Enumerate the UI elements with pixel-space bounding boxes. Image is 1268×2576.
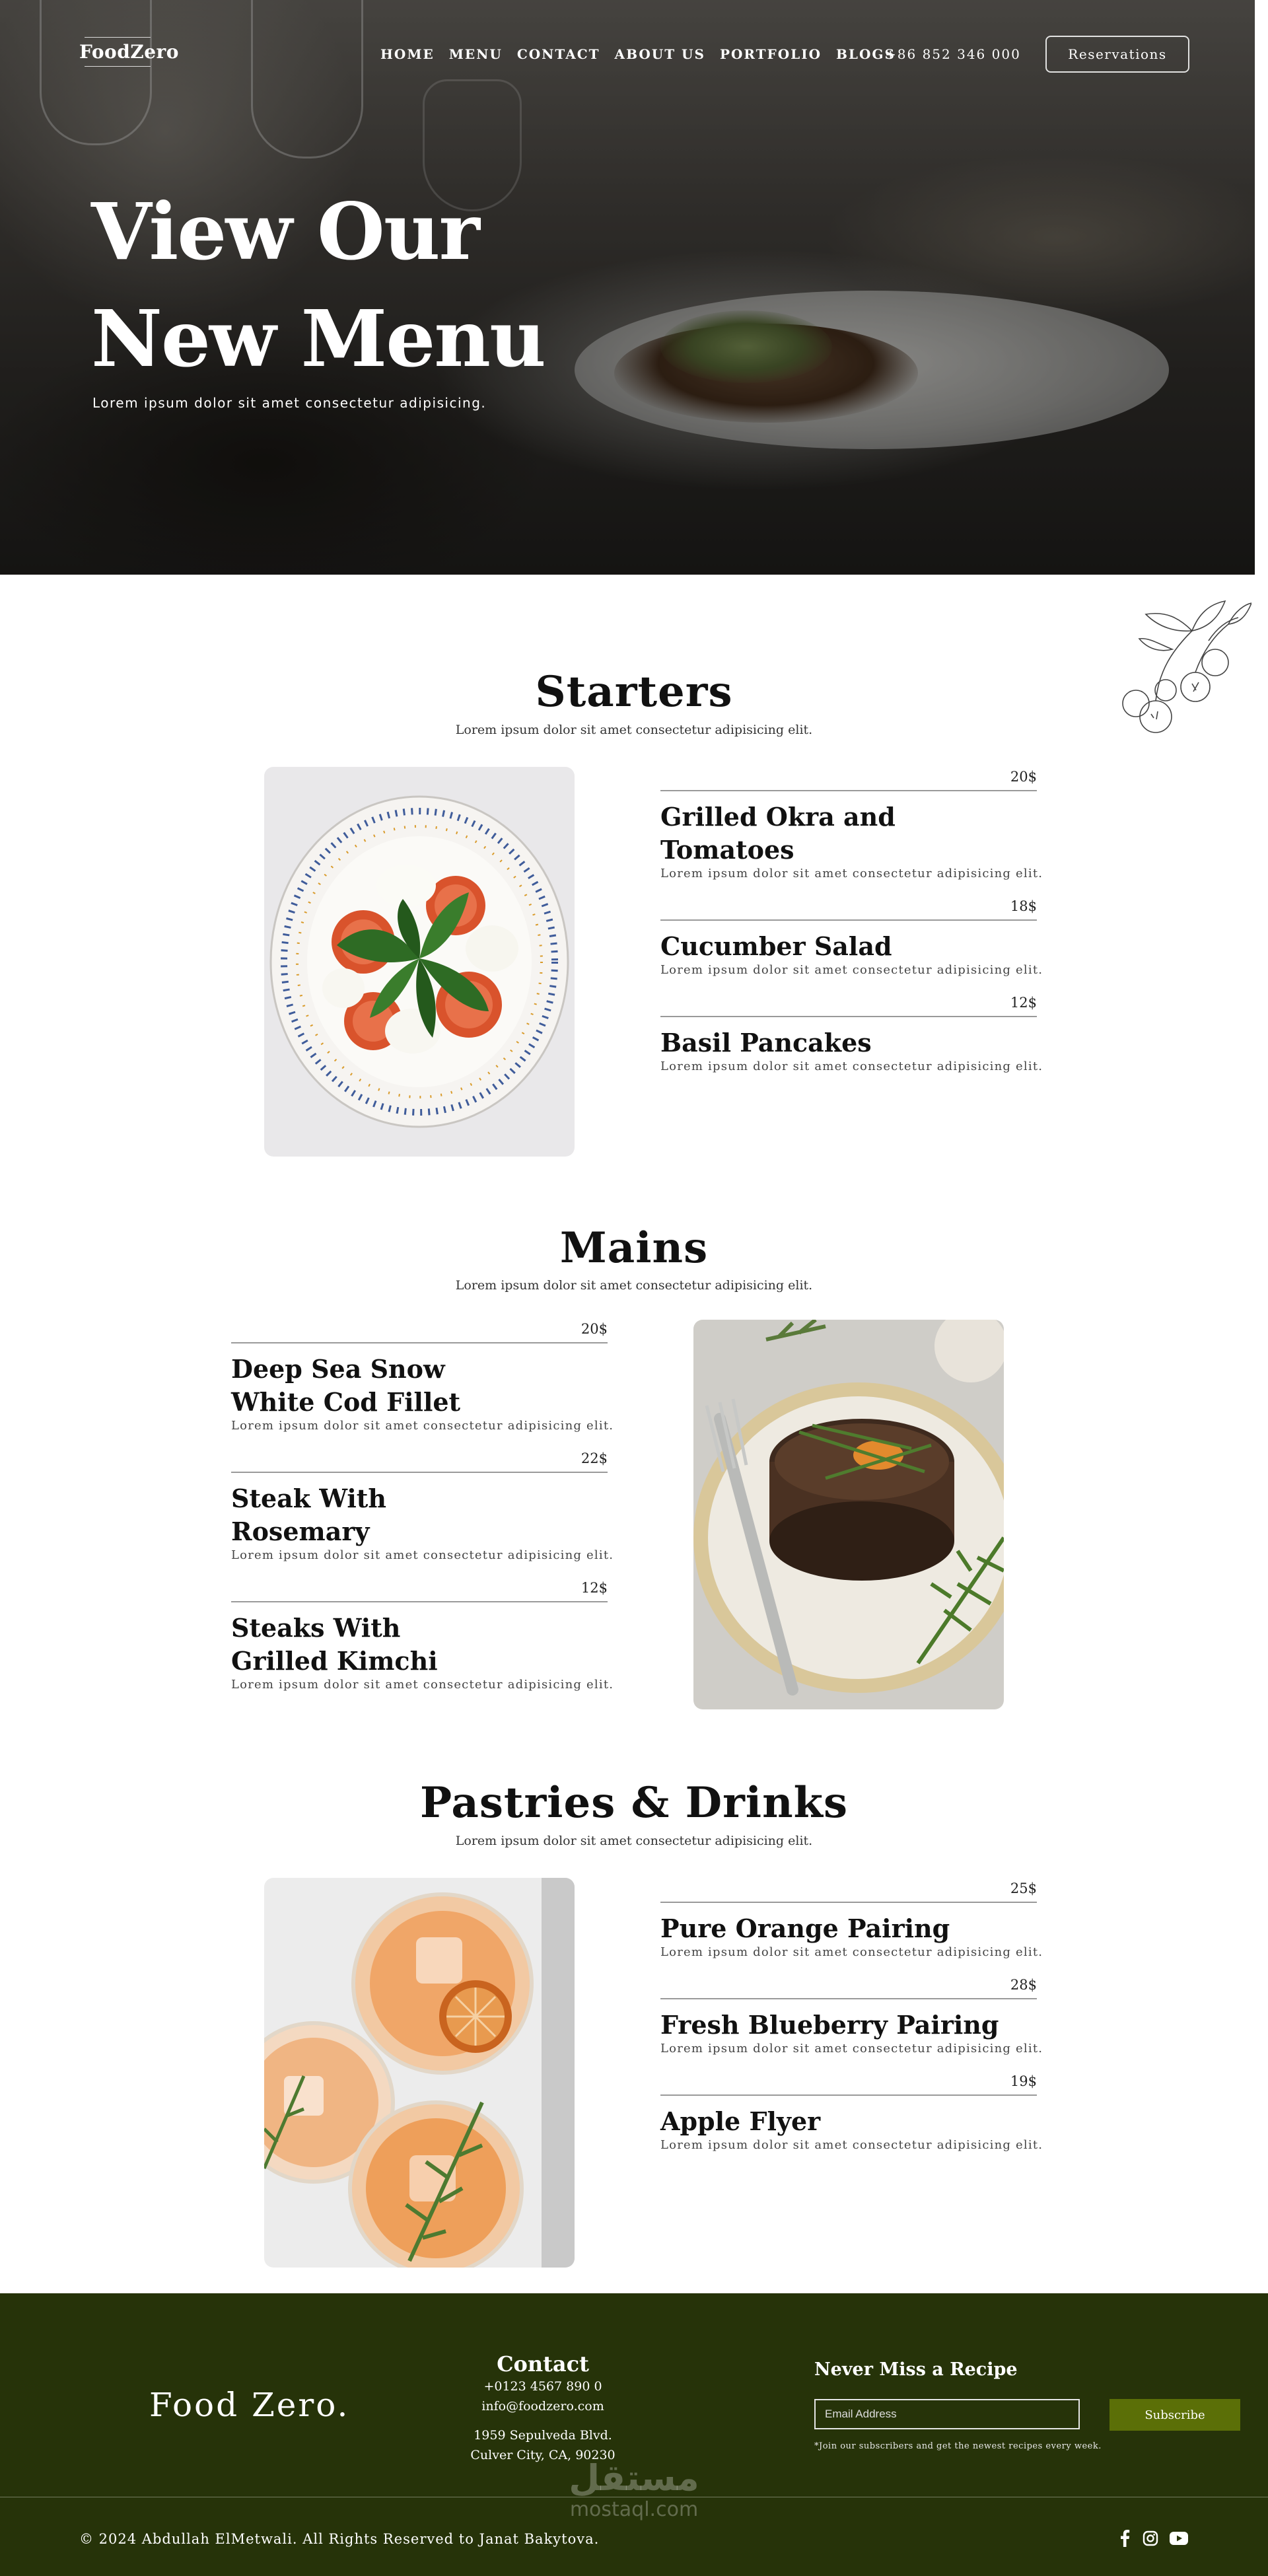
menu-item-price: 19$ <box>1010 2073 1037 2089</box>
menu-item-name: Basil Pancakes <box>660 1028 872 1057</box>
mains-title: Mains <box>559 1223 709 1273</box>
footer-brand: Food Zero. <box>149 2386 350 2424</box>
nav-phone[interactable]: +86 852 346 000 <box>885 46 1021 62</box>
menu-item-divider <box>660 1902 1037 1903</box>
menu-item-description: Lorem ipsum dolor sit amet consectetur adipisicing elit. <box>660 1059 1043 1073</box>
menu-item-name: Fresh Blueberry Pairing <box>660 2010 999 2040</box>
menu-item[interactable] <box>231 1577 614 1694</box>
menu-item[interactable] <box>660 766 1043 882</box>
menu-item-name: Cucumber Salad <box>660 931 892 961</box>
menu-item-name: Apple Flyer <box>660 2106 821 2136</box>
menu-item-name: Steaks With Grilled Kimchi <box>231 1613 438 1676</box>
menu-item-description: Lorem ipsum dolor sit amet consectetur adipisicing elit. <box>660 1945 1043 1959</box>
menu-item-divider <box>660 2094 1037 2096</box>
nav-link-contact[interactable]: CONTACT <box>516 46 600 62</box>
menu-item-divider <box>231 1601 608 1602</box>
menu-item-price: 12$ <box>1010 995 1037 1011</box>
menu-item-description: Lorem ipsum dolor sit amet consectetur adipisicing elit. <box>231 1419 614 1433</box>
menu-item-description: Lorem ipsum dolor sit amet consectetur adipisicing elit. <box>660 867 1043 880</box>
site-logo[interactable]: FoodZero <box>79 41 179 63</box>
footer-phone[interactable]: +0123 4567 890 0 <box>483 2379 602 2394</box>
steak-with-rosemary-photo <box>693 1320 1004 1709</box>
newsletter <box>814 2359 1205 2451</box>
pastries-drinks-subtitle: Lorem ipsum dolor sit amet consectetur adipisicing elit. <box>455 1834 813 1848</box>
newsletter-note: *Join our subscribers and get the newest recipes every week. <box>814 2441 1102 2451</box>
hero-title-line-1: View Our <box>91 186 479 277</box>
watermark-logo <box>555 2458 713 2522</box>
menu-item-divider <box>231 1342 608 1343</box>
menu-item[interactable] <box>660 1878 1043 1961</box>
menu-item-price: 18$ <box>1010 898 1037 914</box>
menu-item-name: Deep Sea Snow White Cod Fillet <box>231 1354 461 1417</box>
nav-link-about-us[interactable]: ABOUT US <box>614 46 705 62</box>
subscribe-button[interactable]: Subscribe <box>1110 2399 1240 2431</box>
instagram-icon[interactable] <box>1141 2528 1160 2548</box>
caprese-salad-photo <box>264 767 575 1157</box>
footer-address-line-2: Culver City, CA, 90230 <box>470 2448 616 2462</box>
menu-item[interactable] <box>660 896 1043 979</box>
menu-item-divider <box>660 919 1037 921</box>
facebook-icon[interactable] <box>1115 2528 1135 2548</box>
menu-item-price: 25$ <box>1010 1880 1037 1896</box>
nav-link-menu[interactable]: MENU <box>448 46 503 62</box>
hero-title <box>91 178 619 392</box>
footer-address-line-1: 1959 Sepulveda Blvd. <box>474 2428 612 2443</box>
menu-item[interactable] <box>660 2071 1043 2154</box>
menu-item[interactable] <box>231 1448 614 1564</box>
watermark-text: mostaql.com <box>569 2498 699 2521</box>
starters-subtitle: Lorem ipsum dolor sit amet consectetur adipisicing elit. <box>455 723 813 737</box>
mains-menu-list <box>231 1318 614 1694</box>
footer-email[interactable]: info@foodzero.com <box>481 2399 604 2414</box>
menu-item-price: 20$ <box>1010 769 1037 785</box>
menu-item-name: Grilled Okra and Tomatoes <box>660 802 896 865</box>
menu-item-name: Pure Orange Pairing <box>660 1914 950 1943</box>
starters-title: Starters <box>535 667 733 717</box>
menu-item-price: 22$ <box>581 1450 608 1466</box>
menu-item-divider <box>660 1016 1037 1017</box>
watermark-arabic: مستقل <box>569 2457 699 2499</box>
newsletter-title: Never Miss a Recipe <box>814 2359 1018 2380</box>
menu-item-price: 20$ <box>581 1321 608 1337</box>
menu-item-divider <box>231 1472 608 1473</box>
reservations-button[interactable]: Reservations <box>1045 36 1189 73</box>
starters-menu-list <box>660 766 1043 1075</box>
pastries-drinks-title: Pastries & Drinks <box>419 1778 849 1828</box>
pastries-drinks-menu-list <box>660 1878 1043 2154</box>
footer-contact-title: Contact <box>497 2351 589 2377</box>
hero-section <box>0 0 1255 575</box>
hero-title-line-2: New Menu <box>91 293 545 384</box>
youtube-icon[interactable] <box>1169 2528 1189 2548</box>
newsletter-email-input[interactable] <box>814 2399 1080 2429</box>
nav-links <box>380 46 896 62</box>
menu-item-price: 12$ <box>581 1580 608 1596</box>
menu-item-divider <box>660 1998 1037 1999</box>
menu-item-description: Lorem ipsum dolor sit amet consectetur adipisicing elit. <box>660 963 1043 977</box>
nav-link-portfolio[interactable]: PORTFOLIO <box>719 46 822 62</box>
footer-contact <box>411 2351 675 2465</box>
menu-item[interactable] <box>660 992 1043 1075</box>
menu-item-name: Steak With Rosemary <box>231 1484 386 1546</box>
menu-item-price: 28$ <box>1010 1977 1037 1993</box>
menu-item-description: Lorem ipsum dolor sit amet consectetur adipisicing elit. <box>660 2138 1043 2152</box>
mains-subtitle: Lorem ipsum dolor sit amet consectetur adipisicing elit. <box>455 1278 813 1293</box>
hero-subtitle: Lorem ipsum dolor sit amet consectetur adipisicing. <box>92 395 487 411</box>
menu-item-description: Lorem ipsum dolor sit amet consectetur adipisicing elit. <box>231 1548 614 1562</box>
menu-item[interactable] <box>231 1318 614 1435</box>
footer-copyright: © 2024 Abdullah ElMetwali. All Rights Reserved to Janat Bakytova. <box>79 2531 600 2547</box>
site-footer <box>0 2293 1268 2576</box>
menu-item-description: Lorem ipsum dolor sit amet consectetur adipisicing elit. <box>660 2042 1043 2056</box>
orange-drinks-photo <box>264 1878 575 2268</box>
nav-link-home[interactable]: HOME <box>380 46 435 62</box>
top-nav <box>0 33 1255 75</box>
menu-item-divider <box>660 790 1037 791</box>
menu-item[interactable] <box>660 1974 1043 2057</box>
nav-link-blogs[interactable]: BLOGS <box>836 46 896 62</box>
menu-item-description: Lorem ipsum dolor sit amet consectetur adipisicing elit. <box>231 1678 614 1692</box>
